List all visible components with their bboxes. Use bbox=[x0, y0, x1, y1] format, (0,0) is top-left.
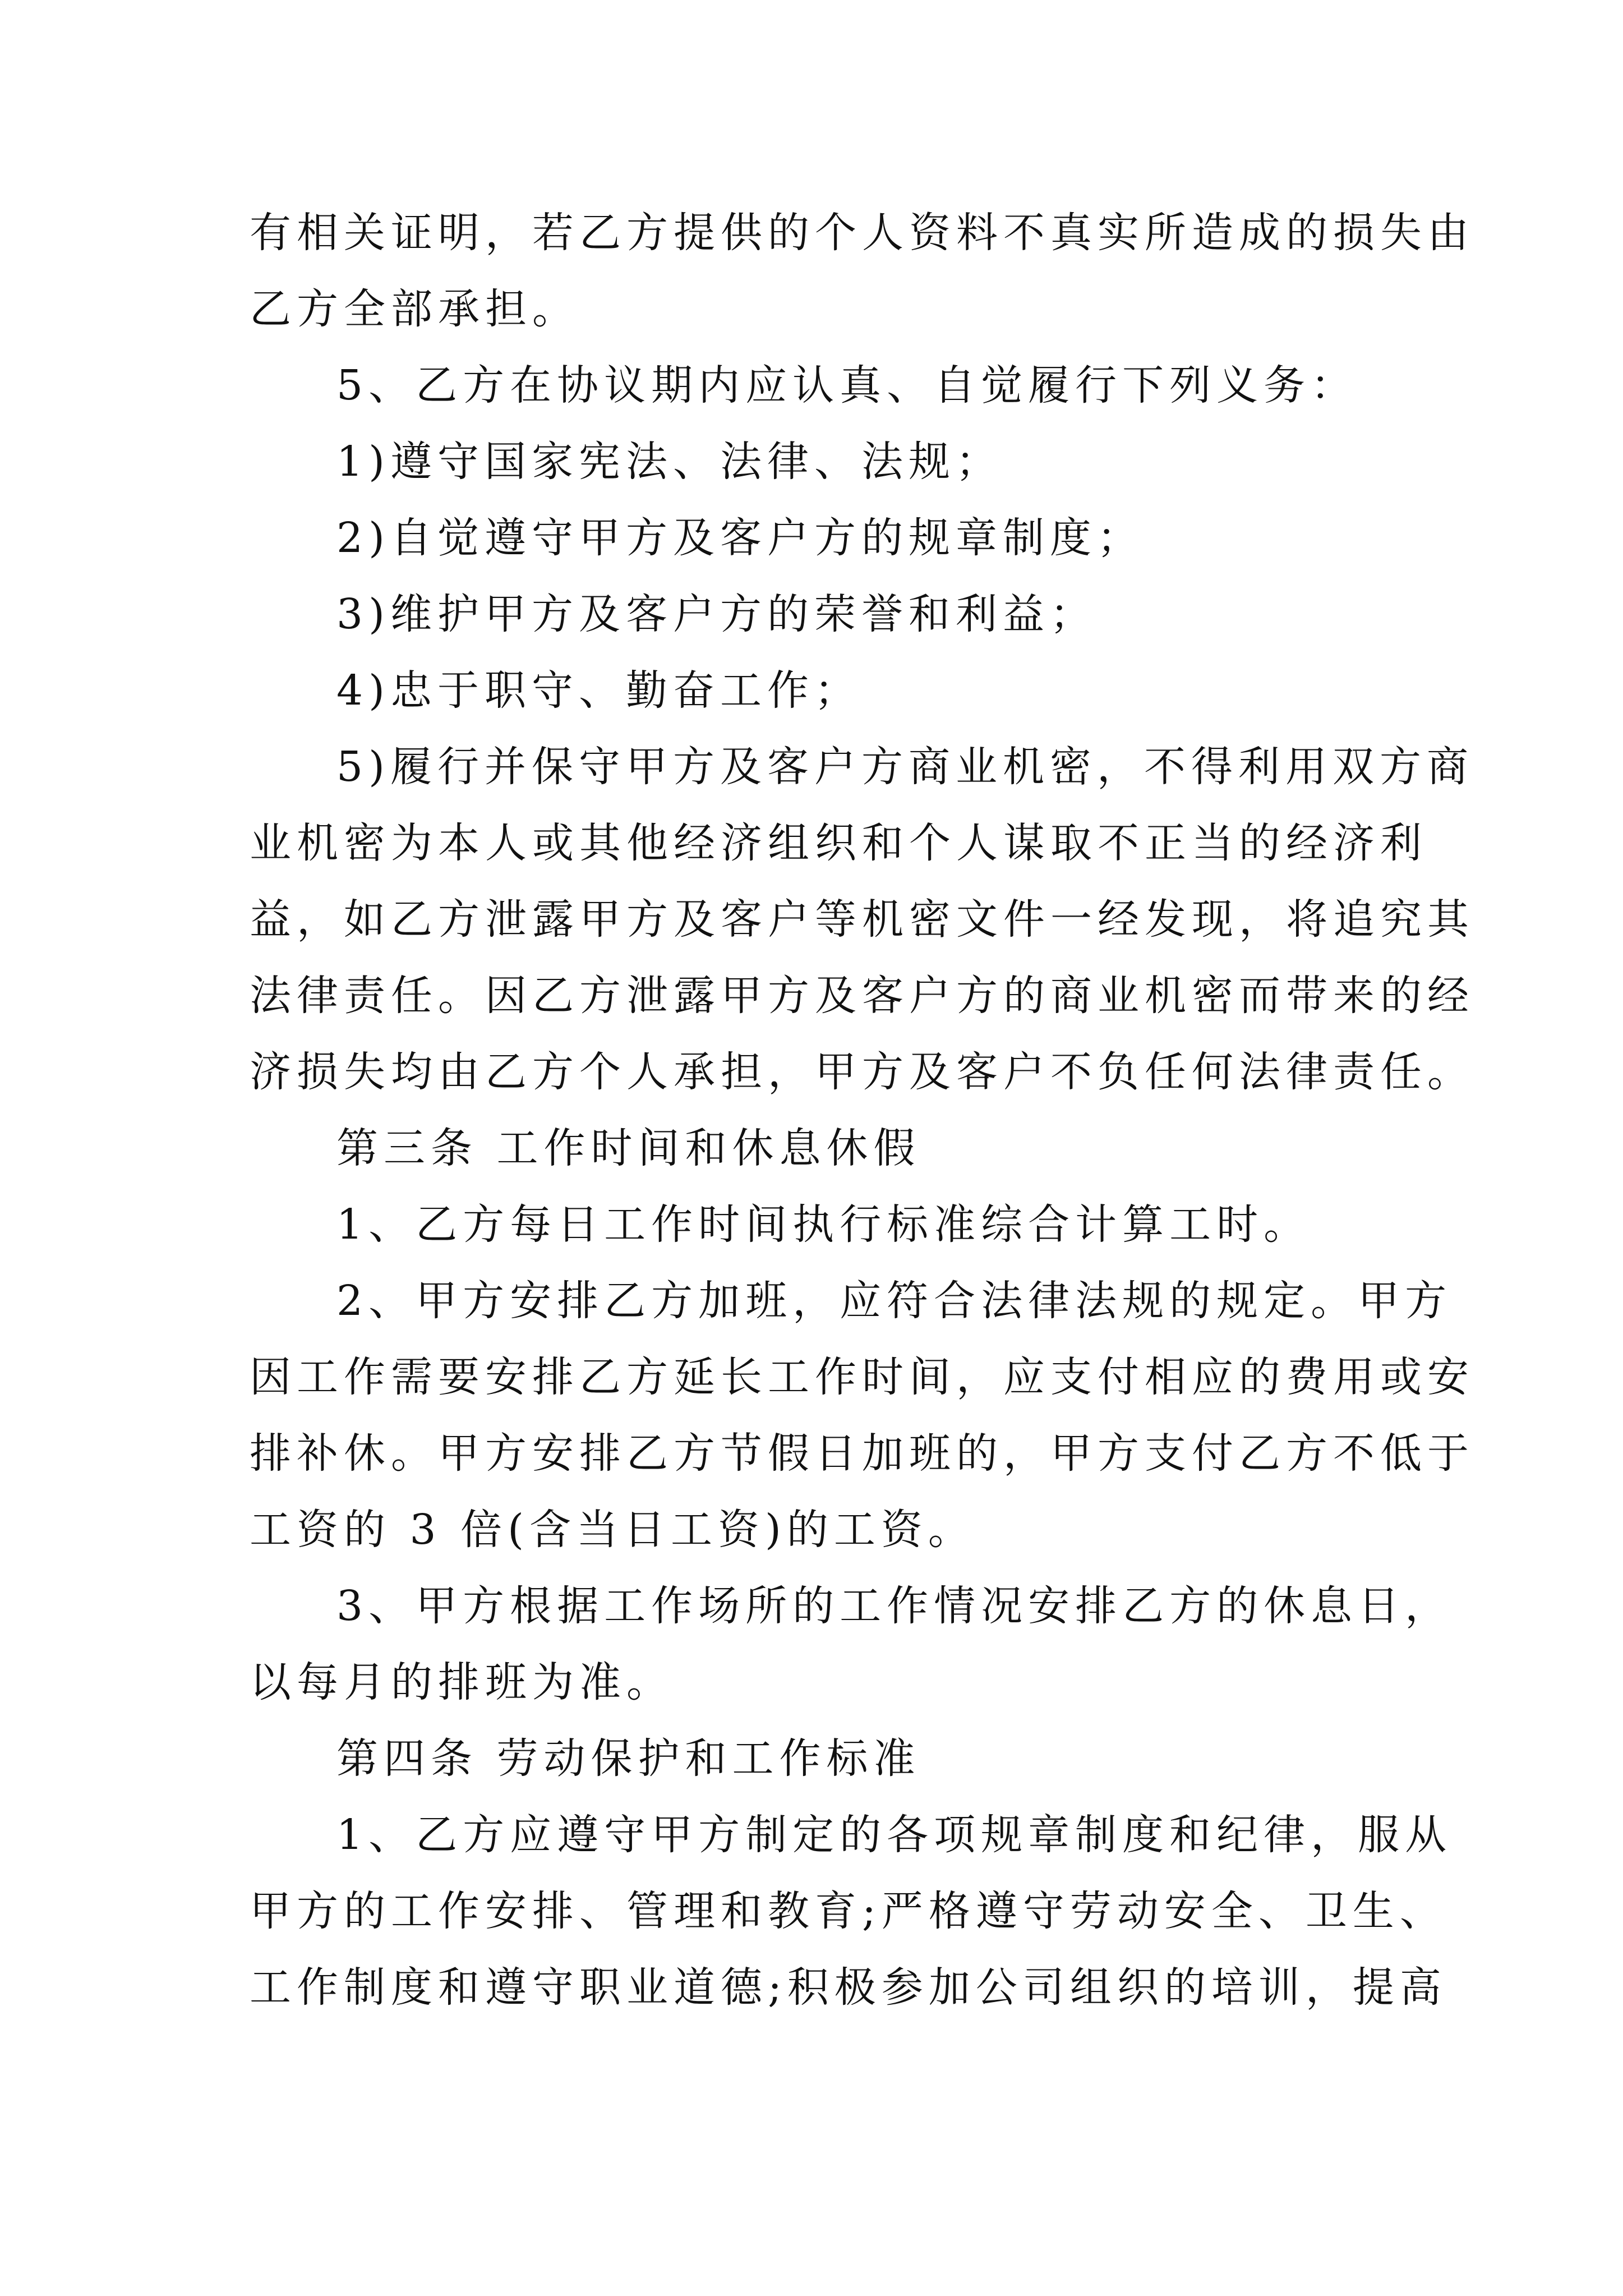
text-line-22: 1、乙方应遵守甲方制定的各项规章制度和纪律，服从 bbox=[336, 1811, 1453, 1859]
text-line-19: 3、甲方根据工作场所的工作情况安排乙方的休息日， bbox=[336, 1582, 1453, 1630]
text-line-14: 1、乙方每日工作时间执行标准综合计算工时。 bbox=[336, 1200, 1311, 1249]
text-line-8: 5)履行并保守甲方及客户方商业机密，不得利用双方商 bbox=[336, 743, 1474, 791]
text-line-5: 2)自觉遵守甲方及客户方的规章制度； bbox=[336, 514, 1144, 562]
text-line-1: 有相关证明，若乙方提供的个人资料不真实所造成的损失由 bbox=[250, 209, 1474, 257]
text-line-16: 因工作需要安排乙方延长工作时间，应支付相应的费用或安 bbox=[250, 1353, 1474, 1401]
text-line-11: 法律责任。因乙方泄露甲方及客户方的商业机密而带来的经 bbox=[250, 972, 1474, 1020]
text-line-20: 以每月的排班为准。 bbox=[250, 1658, 674, 1706]
text-line-17: 排补休。甲方安排乙方节假日加班的，甲方支付乙方不低于 bbox=[250, 1429, 1474, 1478]
text-line-6: 3)维护甲方及客户方的荣誉和利益； bbox=[336, 590, 1097, 638]
text-line-18: 工资的 3 倍(含当日工资)的工资。 bbox=[250, 1506, 975, 1554]
text-line-23: 甲方的工作安排、管理和教育;严格遵守劳动安全、卫生、 bbox=[250, 1887, 1447, 1935]
text-line-10: 益，如乙方泄露甲方及客户等机密文件一经发现，将追究其 bbox=[250, 895, 1474, 944]
text-line-12: 济损失均由乙方个人承担，甲方及客户不负任何法律责任。 bbox=[250, 1048, 1474, 1096]
text-line-9: 业机密为本人或其他经济组织和个人谋取不正当的经济利 bbox=[250, 819, 1427, 867]
text-line-7: 4)忠于职守、勤奋工作； bbox=[336, 666, 861, 715]
text-line-15: 2、甲方安排乙方加班，应符合法律法规的规定。甲方 bbox=[336, 1277, 1453, 1325]
text-line-3: 5、乙方在协议期内应认真、自觉履行下列义务： bbox=[336, 361, 1358, 409]
text-line-4: 1)遵守国家宪法、法律、法规； bbox=[336, 438, 1003, 486]
text-line-24: 工作制度和遵守职业道德;积极参加公司组织的培训，提高 bbox=[250, 1963, 1447, 2012]
section-heading-3: 第三条 工作时间和休息休假 bbox=[336, 1124, 921, 1172]
text-line-2: 乙方全部承担。 bbox=[250, 285, 579, 333]
section-heading-4: 第四条 劳动保护和工作标准 bbox=[336, 1734, 921, 1783]
